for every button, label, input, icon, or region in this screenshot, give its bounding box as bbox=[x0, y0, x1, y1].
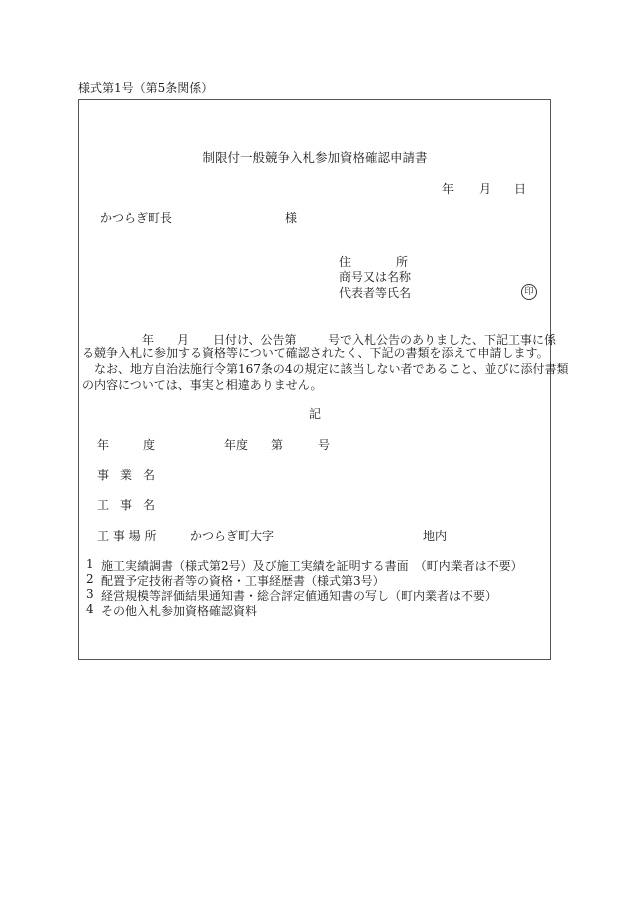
form-number-label: 様式第1号（第5条関係） bbox=[78, 81, 214, 95]
document-title: 制限付一般競争入札参加資格確認申請書 bbox=[202, 150, 428, 165]
addressee-honorific: 様 bbox=[285, 211, 298, 225]
business-name-label-1: 事 bbox=[97, 468, 110, 482]
work-name-label-1: 工 bbox=[97, 498, 110, 512]
attachment-4-num: 4 bbox=[86, 602, 94, 616]
para1-rest: 号で入札公告のありました、下記工事に係 bbox=[328, 333, 557, 347]
attachment-2-num: 2 bbox=[86, 572, 94, 586]
address-label-1: 住 bbox=[339, 255, 352, 269]
work-name-label-2: 事 bbox=[120, 498, 133, 512]
company-name-label: 商号又は名称 bbox=[339, 270, 412, 284]
fiscal-label-2: 度 bbox=[143, 438, 156, 452]
addressee-name: かつらぎ町長 bbox=[100, 211, 173, 225]
site-town: かつらぎ町大字 bbox=[190, 529, 275, 543]
para1-notice: 日付け、公告第 bbox=[213, 333, 297, 347]
seal-mark: 印 bbox=[521, 284, 537, 300]
para1-year: 年 bbox=[142, 333, 155, 347]
date-month-label: 月 bbox=[479, 182, 492, 196]
attachment-1-text: 施工実績調書（様式第2号）及び施工実績を証明する書面 （町内業者は不要） bbox=[101, 559, 523, 573]
representative-label: 代表者等氏名 bbox=[339, 286, 412, 300]
para2-line2: の内容については、事実と相違ありません。 bbox=[82, 378, 323, 392]
attachment-4-text: その他入札参加資格確認資料 bbox=[101, 604, 258, 618]
attachment-1-num: 1 bbox=[86, 557, 94, 571]
attachment-2-text: 配置予定技術者等の資格・工事経歴書（様式第3号） bbox=[101, 574, 385, 588]
site-label: 工 事 場 所 bbox=[97, 529, 157, 543]
para1-line2: る競争入札に参加する資格等について確認されたく、下記の書類を添えて申請します。 bbox=[82, 346, 549, 360]
fiscal-dai: 第 bbox=[271, 438, 284, 452]
business-name-label-2: 業 bbox=[120, 468, 133, 482]
business-name-label-3: 名 bbox=[143, 468, 156, 482]
date-year-label: 年 bbox=[442, 182, 455, 196]
address-label-2: 所 bbox=[396, 255, 409, 269]
attachment-3-text: 経営規模等評価結果通知書・総合評定値通知書の写し（町内業者は不要） bbox=[101, 589, 498, 603]
work-name-label-3: 名 bbox=[143, 498, 156, 512]
para2-line1: なお、地方自治法施行令第167条の4の規定に該当しない者であること、並びに添付書類 bbox=[82, 362, 569, 376]
date-day-label: 日 bbox=[514, 182, 527, 196]
site-suffix: 地内 bbox=[423, 529, 448, 543]
para1-month: 月 bbox=[177, 333, 190, 347]
fiscal-label-1: 年 bbox=[97, 438, 110, 452]
fiscal-gou: 号 bbox=[318, 438, 331, 452]
fiscal-nendo: 年度 bbox=[224, 438, 249, 452]
attachment-3-num: 3 bbox=[86, 587, 94, 601]
ki-heading: 記 bbox=[308, 407, 321, 421]
